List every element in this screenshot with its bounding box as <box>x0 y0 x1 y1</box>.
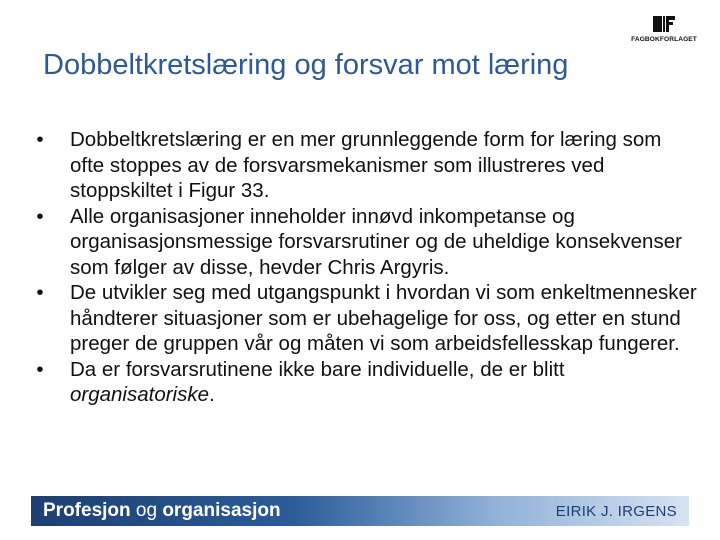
bullet-item <box>30 204 700 281</box>
publisher-logo <box>632 14 696 48</box>
publisher-logo-text: FAGBOKFORLAGET <box>631 36 697 43</box>
book-icon <box>652 14 676 34</box>
bullet-text: Alle organisasjoner inneholder innøvd inkompetanse og organisasjonsmessige forsvarsrutiner og de uheldige konsekvenser som følger av disse, hevder Chris Argyris. <box>70 204 682 279</box>
bullet-dot: • <box>36 281 44 304</box>
footer-word-profesjon: Profesjon <box>43 500 131 521</box>
bullet-emphasis: organisatoriske <box>70 383 210 406</box>
footer-banner <box>31 496 689 526</box>
footer-word-organisasjon: organisasjon <box>162 500 281 521</box>
bullet-dot: • <box>36 357 44 381</box>
bullet-item <box>30 280 700 357</box>
bullet-dot: • <box>36 204 44 228</box>
bullet-text: Dobbeltkretslæring er en mer grunnleggende form for læring som ofte stoppes av de forsvarsmekanismer som illustreres ved stoppskiltet i Figur 33. <box>70 128 662 202</box>
bullet-text: De utvikler seg med utgangspunkt i hvordan vi som enkeltmennesker håndterer situasjoner som er ubehagelige for oss, og etter en stund preger de gruppen vår og måten vi som arbeidsfellesskap fungerer. <box>70 281 697 355</box>
bullet-list <box>30 127 700 408</box>
bullet-item <box>30 357 700 408</box>
slide-title: Dobbeltkretslæring og forsvar mot læring <box>43 49 569 81</box>
bullet-item <box>30 127 700 204</box>
footer-book-title <box>43 500 281 522</box>
footer-author: EIRIK J. IRGENS <box>555 503 677 520</box>
footer-word-og: og <box>130 500 163 521</box>
bullet-dot: • <box>36 128 44 151</box>
bullet-text: Da er forsvarsrutinene ikke bare individuelle, de er blitt <box>70 357 565 381</box>
bullet-suffix: . <box>209 383 215 406</box>
